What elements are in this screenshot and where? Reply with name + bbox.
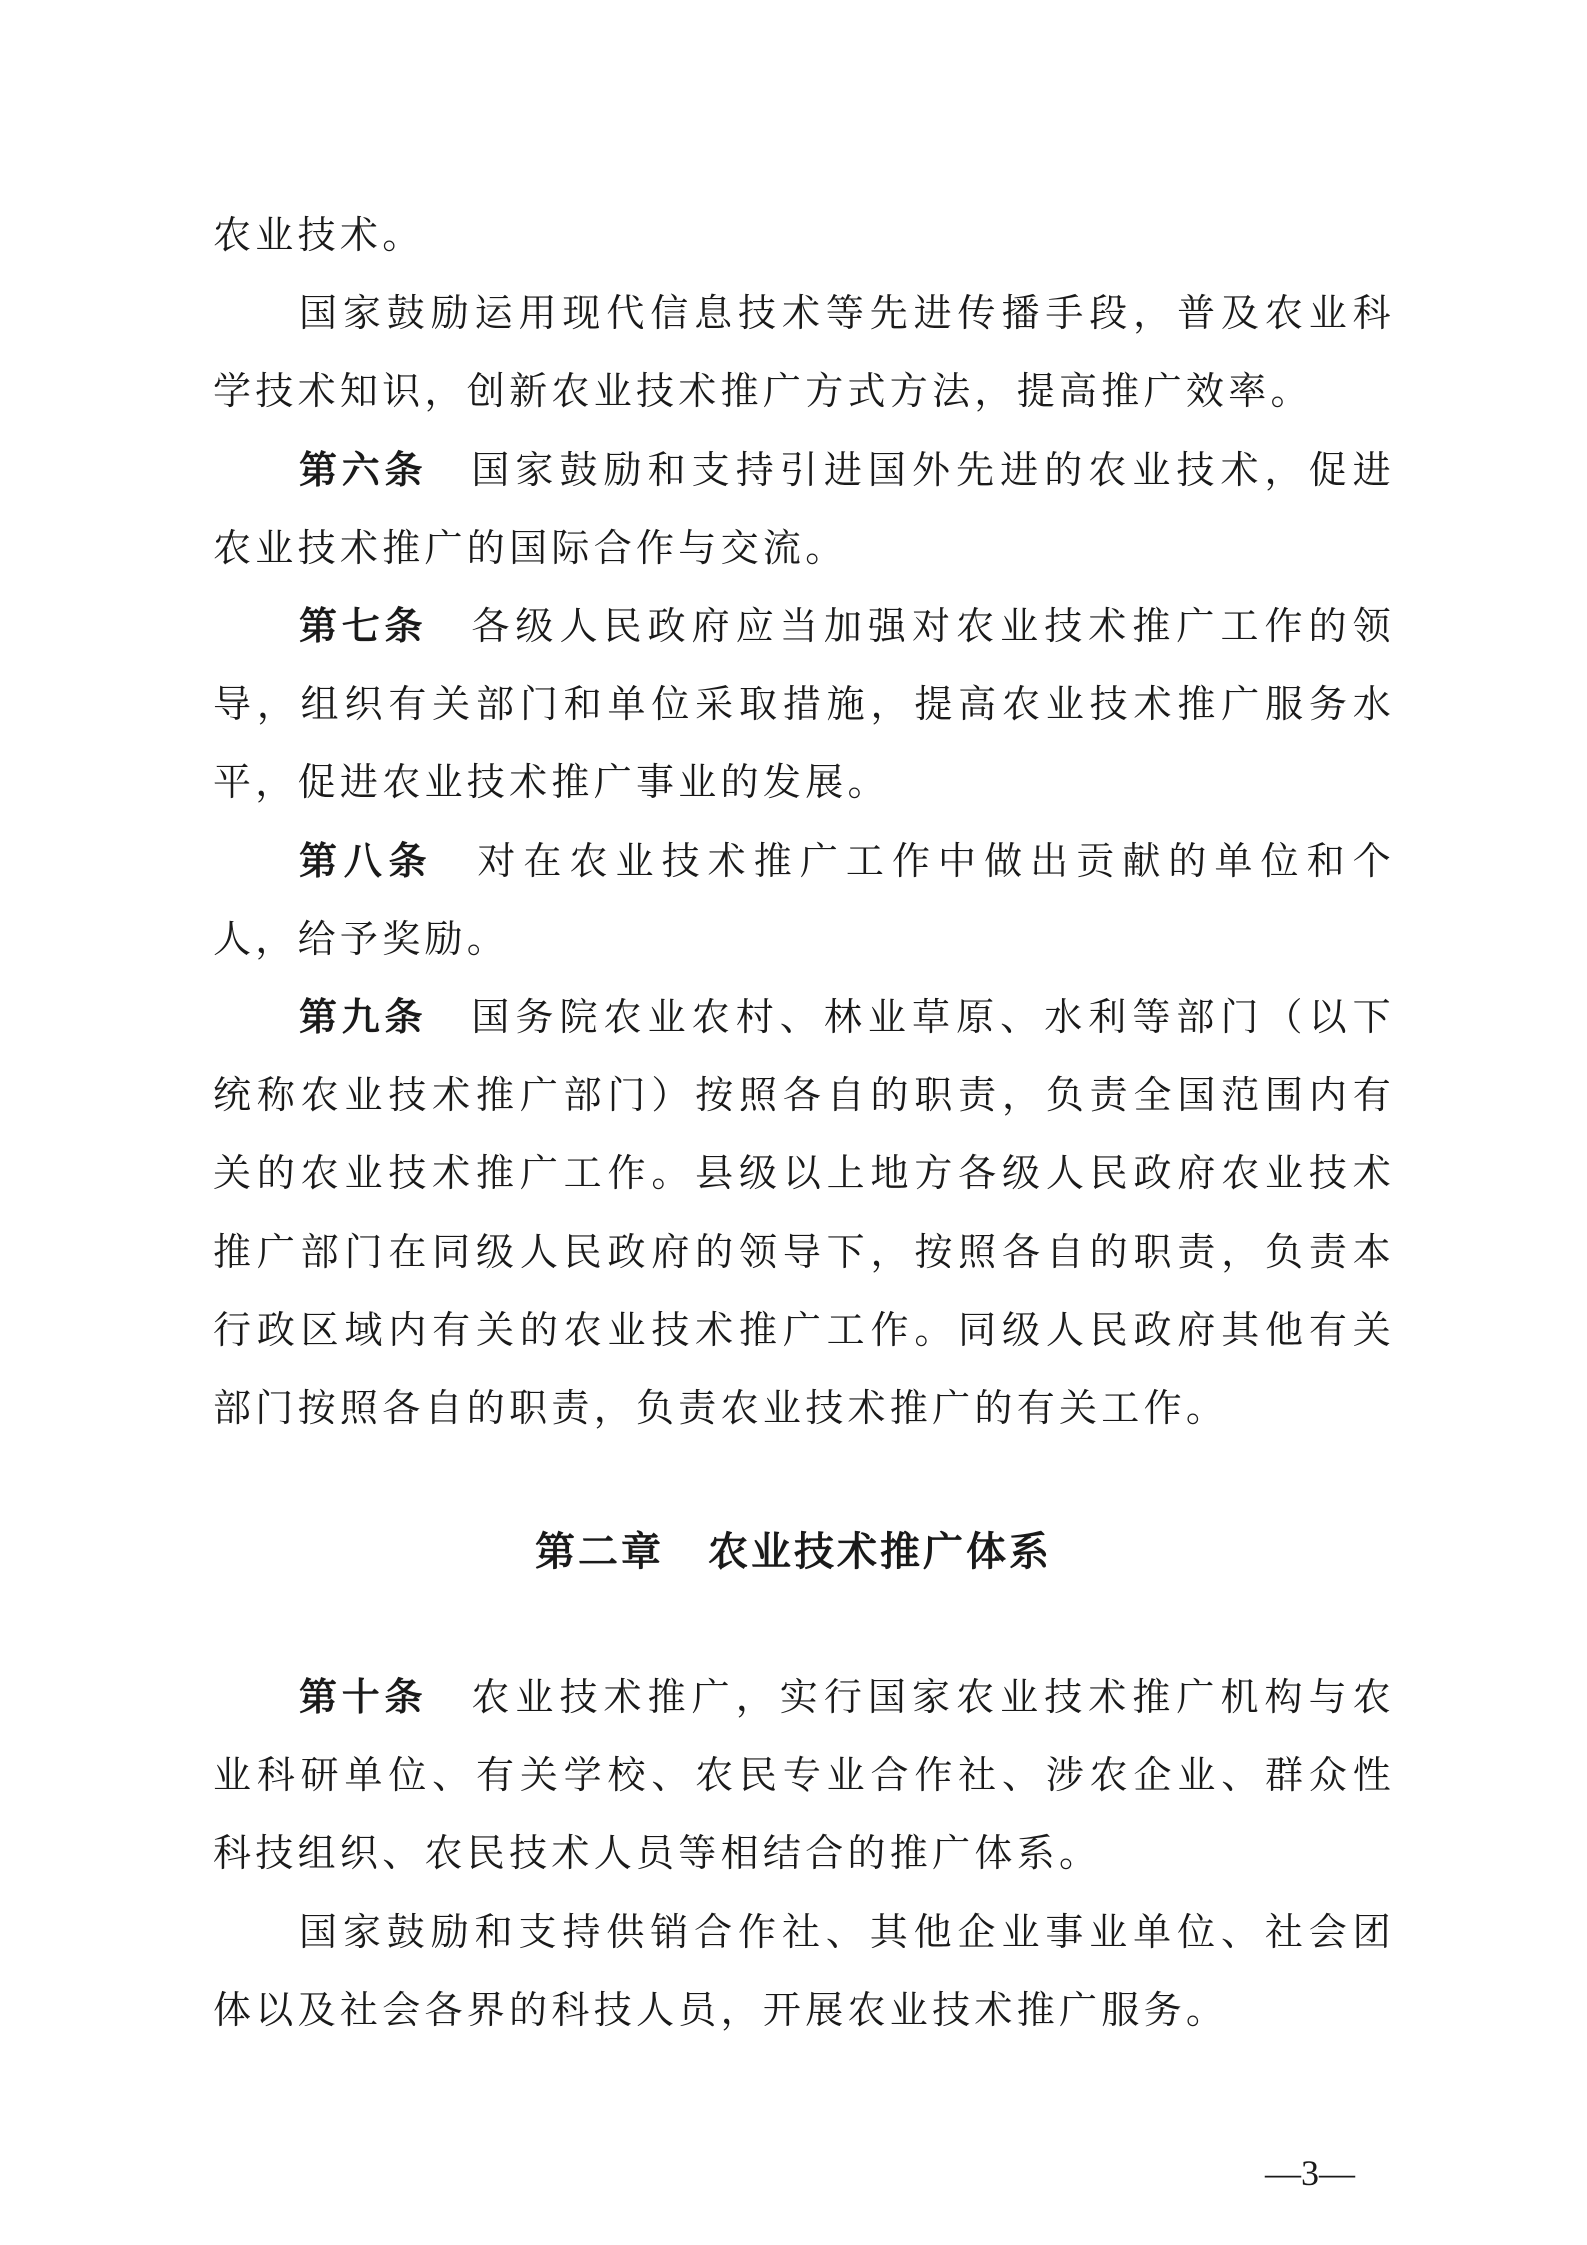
article-7: 第七条 各级人民政府应当加强对农业技术推广工作的领导，组织有关部门和单位采取措施，提高农业技术推广服务水平，促进农业技术推广事业的发展。 (213, 604, 1395, 805)
paragraph: 国家鼓励运用现代信息技术等先进传播手段，普及农业科学技术知识，创新农业技术推广方式方法，提高推广效率。 (213, 291, 1395, 414)
body-text-top (213, 196, 1395, 1447)
page-number: —3— (1265, 2153, 1355, 2193)
article-number: 第七条 (299, 604, 428, 649)
article-9: 第九条 国务院农业农村、林业草原、水利等部门（以下统称农业技术推广部门）按照各自的职责，负责全国范围内有关的农业技术推广工作。县级以上地方各级人民政府农业技术推广部门在同级人民政府的领导下，按照各自的职责，负责本行政区域内有关的农业技术推广工作。同级人民政府其他有关部门按照各自的职责，负责农业技术推广的有关工作。 (213, 995, 1395, 1431)
article-number: 第八条 (299, 838, 434, 883)
chapter-number: 第二章 (535, 1529, 664, 1575)
article-number: 第六条 (299, 447, 428, 492)
article-number: 第十条 (299, 1675, 428, 1719)
body-text-bottom (213, 1658, 1395, 2049)
paragraph: 国家鼓励和支持供销合作社、其他企业事业单位、社会团体以及社会各界的科技人员，开展农业技术推广服务。 (213, 1909, 1395, 2032)
article-number: 第九条 (299, 995, 428, 1040)
article-6: 第六条 国家鼓励和支持引进国外先进的农业技术，促进农业技术推广的国际合作与交流。 (213, 447, 1395, 570)
chapter-heading (0, 1520, 1587, 1577)
paragraph: 农业技术。 (213, 213, 425, 257)
chapter-title: 农业技术推广体系 (708, 1529, 1052, 1575)
article-8: 第八条 对在农业技术推广工作中做出贡献的单位和个人，给予奖励。 (213, 838, 1395, 961)
article-10: 第十条 农业技术推广，实行国家农业技术推广机构与农业科研单位、有关学校、农民专业合作社、涉农企业、群众性科技组织、农民技术人员等相结合的推广体系。 (213, 1675, 1395, 1876)
